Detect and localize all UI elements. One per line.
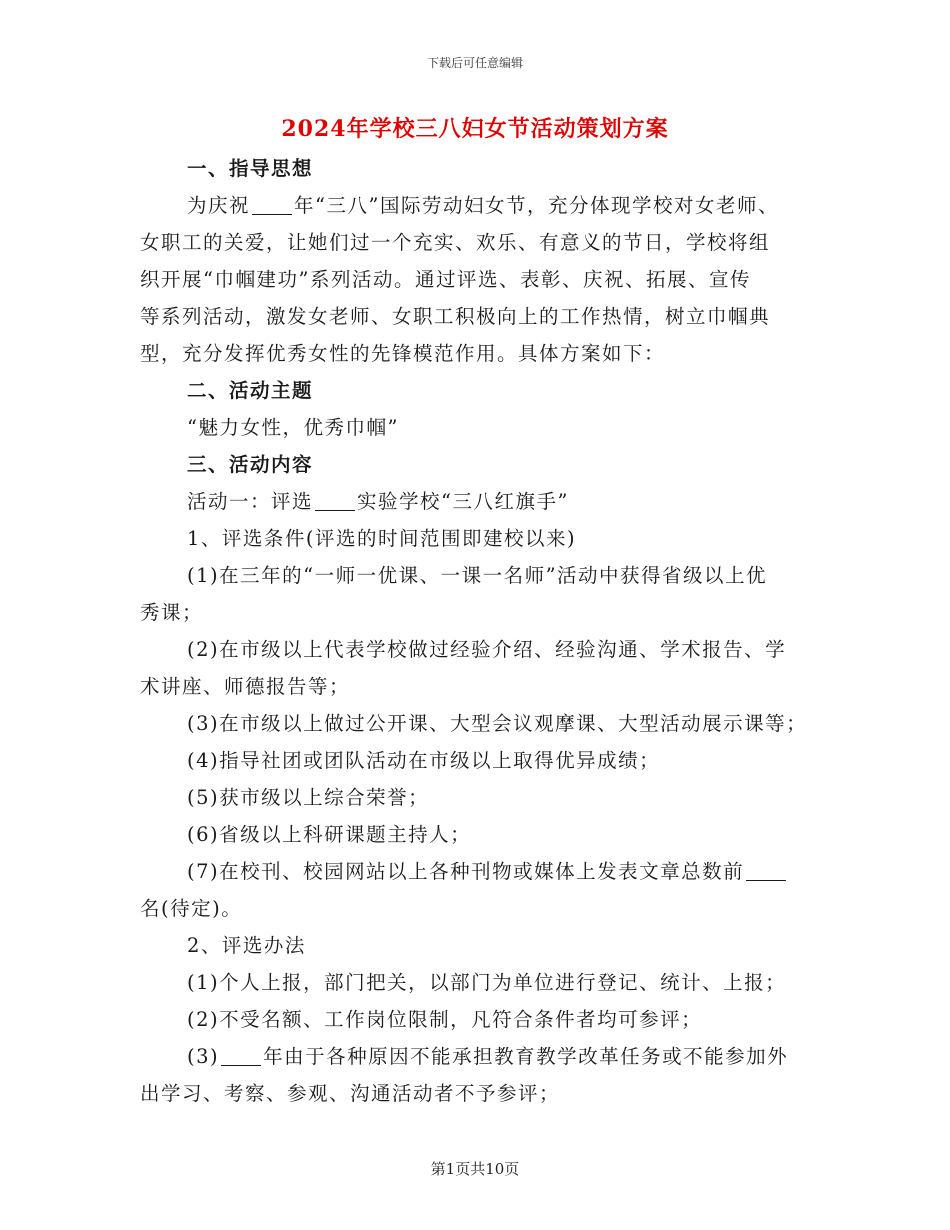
- fill-blank: [221, 1045, 261, 1066]
- fill-blank: [746, 860, 786, 881]
- criterion-1: (1)在三年的“一师一优课、一课一名师”活动中获得省级以上优: [187, 564, 768, 587]
- section-heading-content: 三、活动内容: [187, 453, 314, 476]
- criterion-3: (3)在市级以上做过公开课、大型会议观摩课、大型活动展示课等；: [187, 712, 808, 735]
- criterion-2: (2)在市级以上代表学校做过经验介绍、经验沟通、学术报告、学: [187, 638, 787, 661]
- activity-one-title: 活动一：评选 实验学校“三八红旗手”: [187, 490, 569, 513]
- text-line: 为庆祝 年“三八”国际劳动妇女节，充分体现学校对女老师、: [187, 194, 779, 217]
- criterion-5: (5)获市级以上综合荣誉；: [187, 786, 430, 809]
- document-title: 2024年学校三八妇女节活动策划方案: [281, 116, 669, 142]
- fill-blank: [315, 490, 355, 511]
- section-heading-theme: 二、活动主题: [187, 379, 314, 402]
- theme-text: “魅力女性，优秀巾帼”: [187, 416, 399, 439]
- header-note: 下载后可任意编辑: [426, 56, 523, 70]
- text-line: 名(待定)。: [140, 897, 243, 920]
- method-3: (3) 年由于各种原因不能承担教育教学改革任务或不能参加外: [187, 1045, 789, 1068]
- page-number: 第1页共10页: [430, 1160, 520, 1178]
- text-line: 出学习、考察、参观、沟通活动者不予参评；: [140, 1082, 561, 1105]
- method-heading: 2、评选办法: [187, 934, 306, 957]
- criterion-7: (7)在校刊、校园网站以上各种刊物或媒体上发表文章总数前: [140, 853, 820, 890]
- criteria-heading: 1、评选条件(评选的时间范围即建校以来): [187, 527, 577, 550]
- document-body: [140, 150, 820, 1112]
- text-line: 型，充分发挥优秀女性的先锋模范作用。具体方案如下：: [140, 342, 666, 365]
- text-line: 织开展“巾帼建功”系列活动。通过评选、表彰、庆祝、拓展、宣传: [140, 268, 751, 291]
- criterion-4: (4)指导社团或团队活动在市级以上取得优异成绩；: [187, 749, 661, 772]
- text-line: 女职工的关爱，让她们过一个充实、欢乐、有意义的节日，学校将组: [140, 231, 771, 254]
- text-line: 术讲座、师德报告等；: [140, 675, 351, 698]
- section-heading-guiding-ideology: 一、指导思想: [187, 157, 314, 180]
- criterion-6: (6)省级以上科研课题主持人；: [187, 823, 472, 846]
- text-line: 等系列活动，激发女老师、女职工积极向上的工作热情，树立巾帼典: [140, 305, 771, 328]
- method-1: (1)个人上报，部门把关，以部门为单位进行登记、统计、上报；: [187, 971, 787, 994]
- paragraph-guiding-ideology: [140, 187, 820, 224]
- text-line: 秀课；: [140, 601, 204, 624]
- fill-blank: [252, 194, 292, 215]
- method-2: (2)不受名额、工作岗位限制，凡符合条件者均可参评；: [187, 1008, 703, 1031]
